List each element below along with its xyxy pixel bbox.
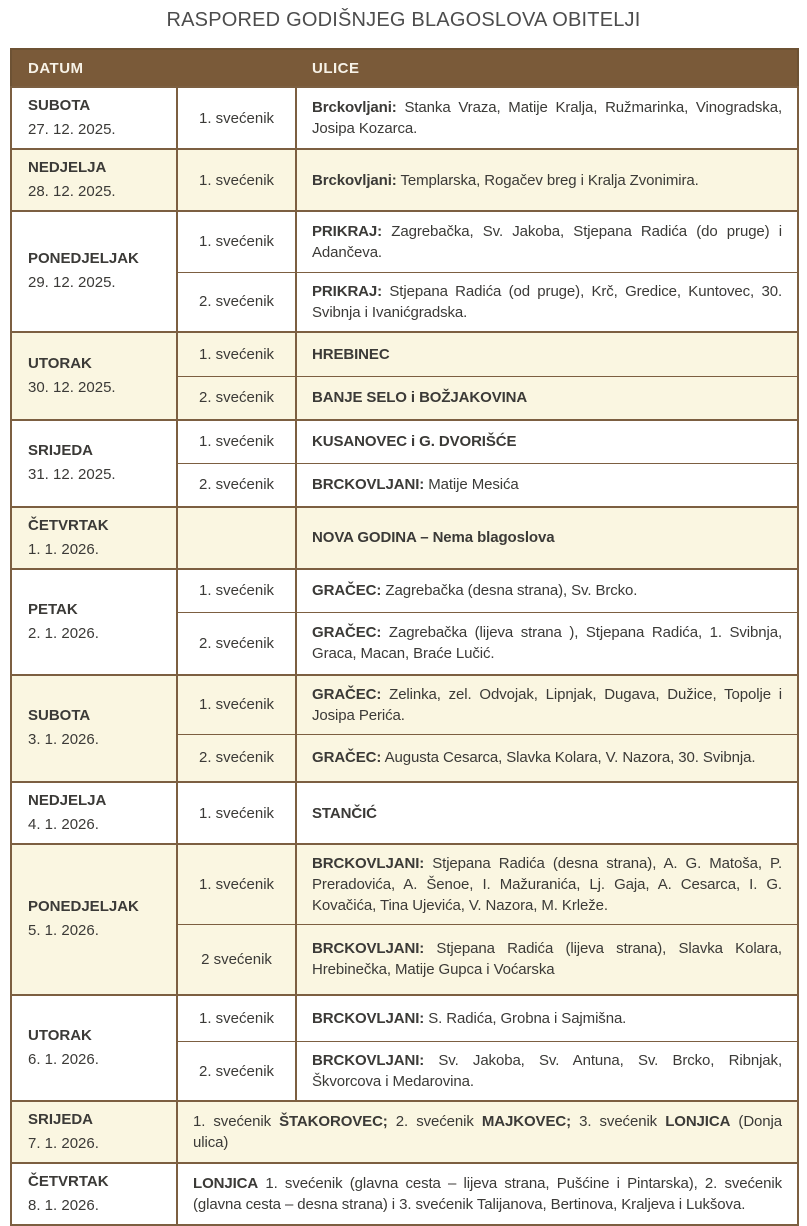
text-segment: 3. svećenik [571,1113,666,1130]
date-label: 1. 1. 2026. [28,540,99,558]
table-row [11,675,798,735]
day-label: PETAK [28,600,78,618]
date-cell [11,1163,177,1225]
schedule-table [10,48,799,1226]
text-segment: PRIKRAJ: [312,282,383,300]
priest-cell: 1. svećenik [177,675,296,735]
streets-cell [296,782,798,844]
date-label: 2. 1. 2026. [28,624,99,642]
streets-cell [296,377,798,420]
table-row [11,420,798,464]
text-segment: 2. svećenik [387,1113,482,1130]
text-segment: ŠTAKOROVEC; [279,1113,388,1130]
text-segment: PRIKRAJ: [312,222,383,240]
text-segment: Augusta Cesarca, Slavka Kolara, V. Nazora, 30. Svibnja. [381,749,756,767]
text-segment: Stjepana Radića (desna strana), A. G. Matoša, P. Preradovića, A. Šenoe, I. Mažuranića, Lj. Gaja, A. Cesarca, I. G. Kovačića, Tina Ujevića, V. Nazora, M. Krleže. [312,855,783,914]
priest-cell: 1. svećenik [177,569,296,613]
date-cell [11,844,177,995]
text-segment: HREBINEC [312,345,390,363]
streets-cell [296,420,798,464]
text-segment: Brckovljani: [312,99,397,116]
day-label: PONEDJELJAK [28,250,139,268]
streets-cell [296,569,798,613]
date-cell [11,1101,177,1163]
column-header-ulice: ULICE [296,49,798,87]
streets-cell [296,734,798,782]
date-label: 6. 1. 2026. [28,1050,99,1068]
date-label: 4. 1. 2026. [28,816,99,833]
text-segment: S. Radića, Grobna i Sajmišna. [424,1009,627,1027]
date-cell [11,211,177,332]
day-label: UTORAK [28,354,92,372]
date-cell [11,149,177,211]
day-label: UTORAK [28,1026,92,1044]
streets-cell [296,844,798,925]
streets-cell [296,149,798,211]
priest-cell: 2. svećenik [177,377,296,420]
table-row [11,844,798,925]
priest-cell: 1. svećenik [177,420,296,464]
priest-cell: 2. svećenik [177,1042,296,1102]
text-segment: LONJICA [193,1175,259,1192]
day-label: SRIJEDA [28,1111,94,1128]
table-row [11,507,798,569]
text-segment: BRCKOVLJANI: [312,1052,425,1069]
date-label: 31. 12. 2025. [28,466,116,483]
text-segment: STANČIĆ [312,804,377,822]
day-label: ČETVRTAK [28,516,109,534]
table-row [11,211,798,272]
date-cell [11,995,177,1102]
text-segment: Zagrebačka (lijeva strana ), Stjepana Radića, 1. Svibnja, Graca, Macan, Braće Lučić. [312,624,783,663]
table-row [11,149,798,211]
day-label: PONEDJELJAK [28,898,139,916]
text-segment: Brckovljani: [312,171,397,189]
day-label: SRIJEDA [28,442,94,459]
streets-cell [296,1042,798,1102]
text-segment: Stjepana Radića (od pruge), Krč, Gredice, Kuntovec, 30. Svibnja i Ivanićgradska. [312,282,783,321]
priest-cell: 1. svećenik [177,844,296,925]
priest-cell: 2 svećenik [177,925,296,995]
text-segment: 1. svećenik (glavna cesta – lijeva strana, Pušćine i Pintarska), 2. svećenik (glavna cesta – desna strana) i 3. svećenik Talijanova, Bertinova, Kraljeva i Lukšova. [193,1175,783,1213]
table-row [11,1101,798,1163]
streets-cell [296,211,798,272]
schedule-body [11,87,798,1225]
text-segment: NOVA GODINA – Nema blagoslova [312,529,555,546]
priest-cell: 1. svećenik [177,782,296,844]
text-segment: GRAČEC: [312,685,382,703]
streets-cell [296,87,798,149]
text-segment: BRCKOVLJANI: [312,1009,425,1027]
date-cell [11,420,177,507]
text-segment: BRCKOVLJANI: [312,855,425,872]
priest-cell [177,507,296,569]
text-segment: Sv. Jakoba, Sv. Antuna, Sv. Brcko, Ribnjak, Škvorcova i Medarovina. [312,1052,783,1090]
header-row [11,49,798,87]
streets-cell [296,925,798,995]
priest-cell: 1. svećenik [177,87,296,149]
text-segment: (Donja ulica) [193,1113,783,1151]
date-cell [11,782,177,844]
date-cell [11,569,177,675]
day-label: NEDJELJA [28,792,107,809]
streets-cell [177,1163,798,1225]
date-label: 29. 12. 2025. [28,274,116,292]
priest-cell: 2. svećenik [177,613,296,675]
date-cell [11,332,177,420]
date-label: 3. 1. 2026. [28,731,99,749]
text-segment: GRAČEC: [312,624,382,642]
text-segment: KUSANOVEC i G. DVORIŠĆE [312,433,517,451]
text-segment: Matije Mesića [424,476,519,494]
priest-cell: 1. svećenik [177,149,296,211]
text-segment: Zelinka, zel. Odvojak, Lipnjak, Dugava, Dužice, Topolje i Josipa Perića. [312,685,783,724]
date-label: 7. 1. 2026. [28,1135,99,1152]
date-label: 28. 12. 2025. [28,183,116,200]
priest-cell: 1. svećenik [177,995,296,1042]
day-label: NEDJELJA [28,159,107,176]
table-row [11,569,798,613]
text-segment: BRCKOVLJANI: [312,940,425,958]
priest-cell: 2. svećenik [177,734,296,782]
priest-cell: 2. svećenik [177,272,296,332]
text-segment: Templarska, Rogačev breg i Kralja Zvonimira. [396,171,699,189]
priest-cell: 2. svećenik [177,464,296,507]
column-header-datum: DATUM [11,49,296,87]
table-header [11,49,798,87]
streets-cell [177,1101,798,1163]
date-cell [11,87,177,149]
table-row [11,87,798,149]
text-segment: Zagrebačka, Sv. Jakoba, Stjepana Radića (do pruge) i Adančeva. [312,222,783,261]
streets-cell [296,613,798,675]
streets-cell [296,332,798,377]
streets-cell [296,507,798,569]
streets-cell [296,464,798,507]
text-segment: BRCKOVLJANI: [312,476,425,494]
table-row [11,332,798,377]
date-label: 5. 1. 2026. [28,922,99,940]
streets-cell [296,995,798,1042]
text-segment: GRAČEC: [312,582,382,600]
streets-cell [296,272,798,332]
date-label: 30. 12. 2025. [28,378,116,396]
text-segment: Stanka Vraza, Matije Kralja, Ružmarinka, Vinogradska, Josipa Kozarca. [312,99,783,137]
streets-cell [296,675,798,735]
priest-cell: 1. svećenik [177,211,296,272]
day-label: ČETVRTAK [28,1173,109,1190]
text-segment: BANJE SELO i BOŽJAKOVINA [312,389,528,407]
text-segment: GRAČEC: [312,749,382,767]
text-segment: LONJICA [665,1113,731,1130]
day-label: SUBOTA [28,707,91,725]
text-segment: Stjepana Radića (lijeva strana), Slavka Kolara, Hrebinečka, Matije Gupca i Voćarska [312,940,783,979]
day-label: SUBOTA [28,97,91,114]
page-title: RASPORED GODIŠNJEG BLAGOSLOVA OBITELJI [166,9,641,31]
date-label: 27. 12. 2025. [28,121,116,138]
table-row [11,995,798,1042]
text-segment: 1. svećenik [193,1113,280,1130]
date-cell [11,675,177,783]
text-segment: MAJKOVEC; [481,1113,571,1130]
table-row [11,782,798,844]
text-segment: Zagrebačka (desna strana), Sv. Brcko. [381,582,638,600]
table-row [11,1163,798,1225]
date-label: 8. 1. 2026. [28,1197,99,1214]
priest-cell: 1. svećenik [177,332,296,377]
date-cell [11,507,177,569]
